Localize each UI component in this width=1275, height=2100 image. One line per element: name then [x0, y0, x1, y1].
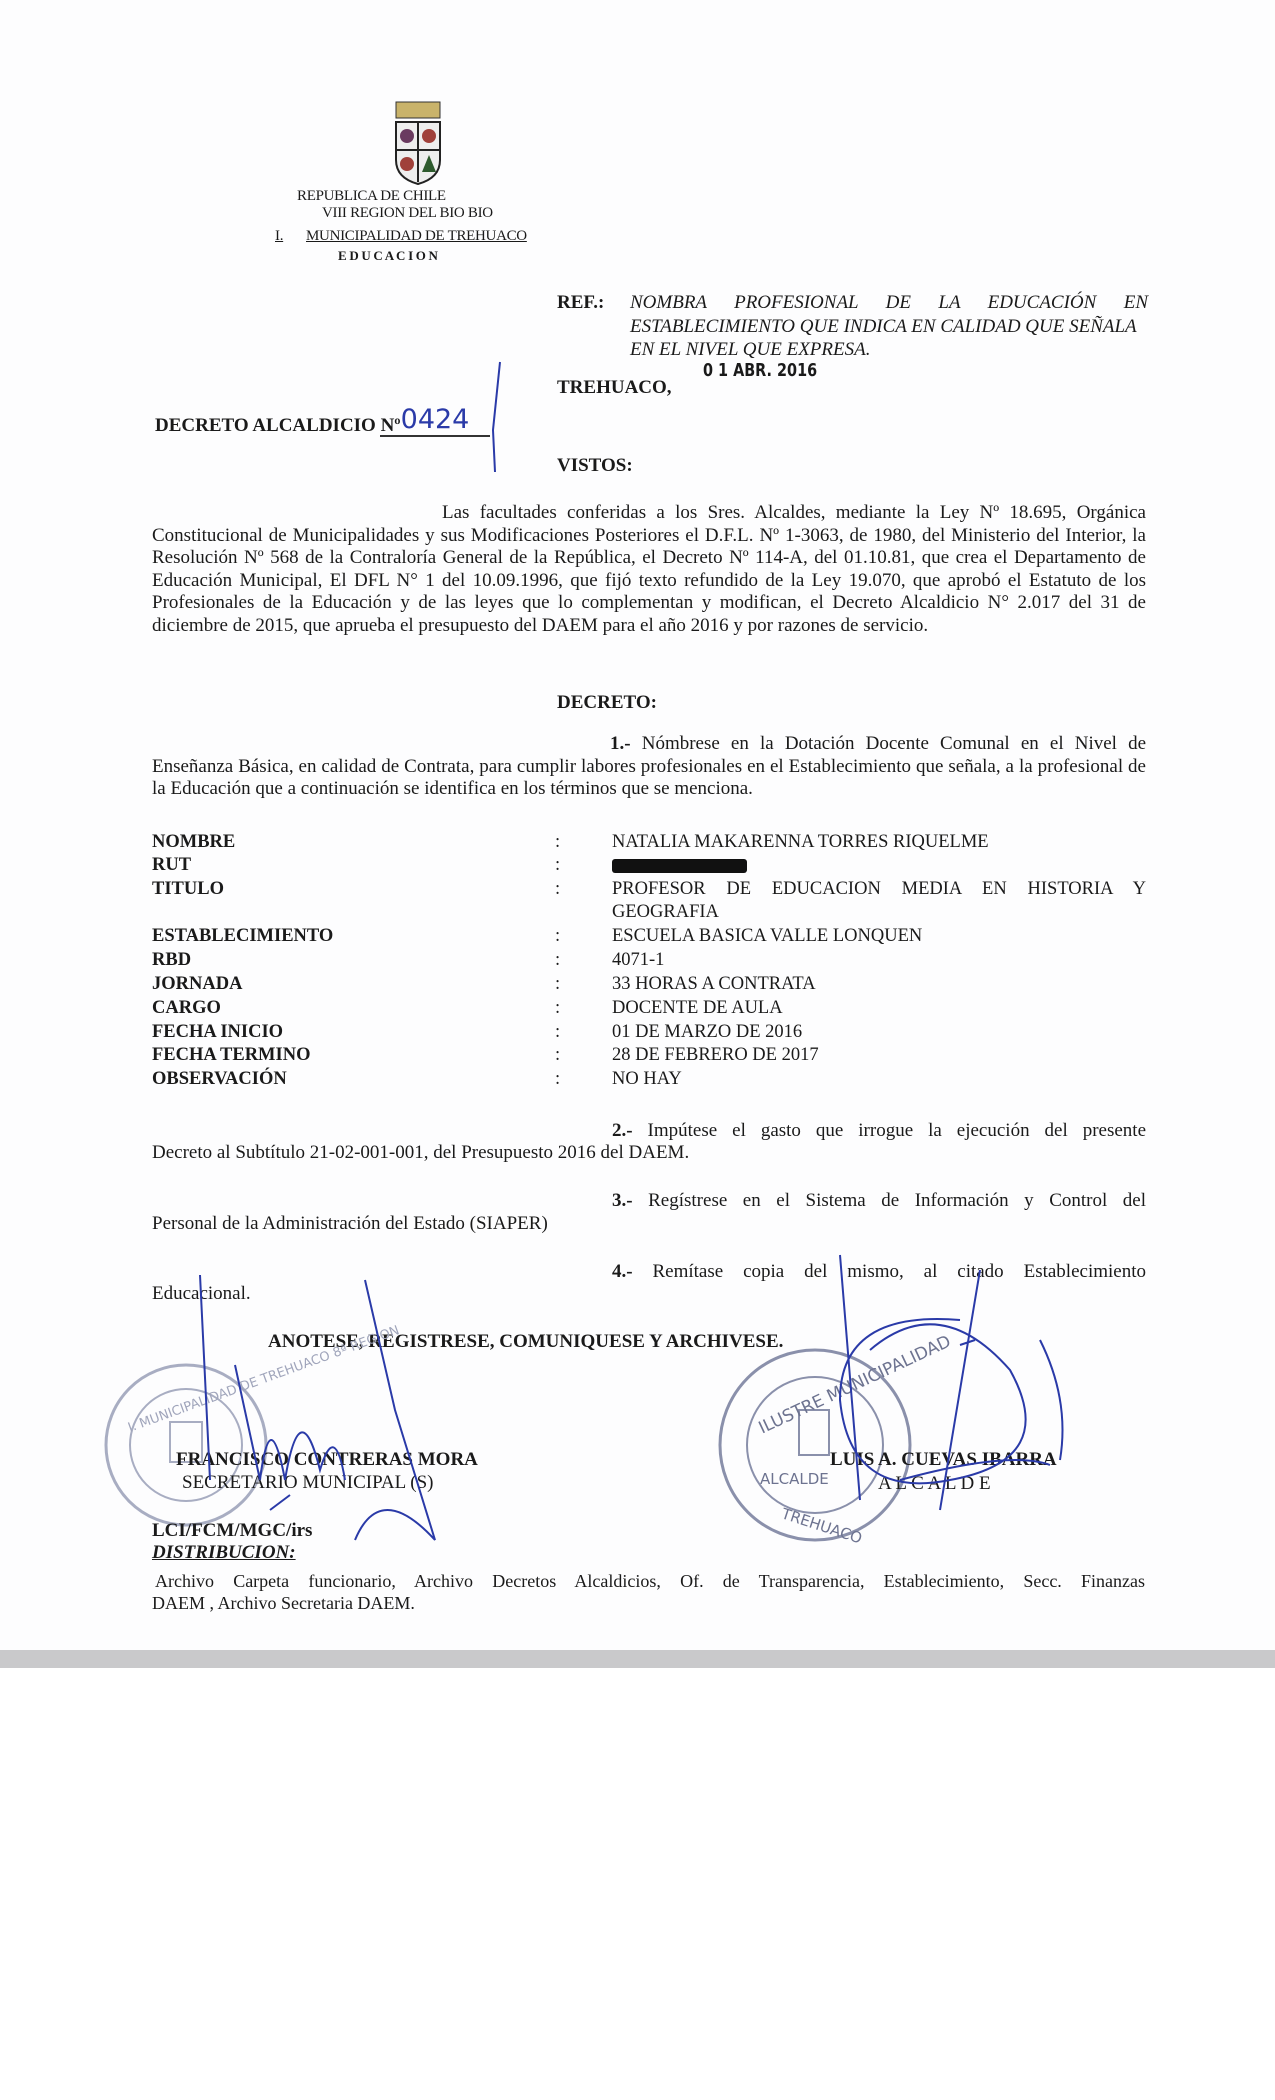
detail-value-cont: GEOGRAFIA	[612, 902, 719, 922]
detail-colon: :	[555, 1069, 561, 1089]
detail-colon: :	[555, 832, 561, 852]
distribution-line-1: Archivo Carpeta funcionario, Archivo Decretos Alcaldicios, Of. de Transparencia, Establecimiento, Secc. Finanzas	[155, 1571, 1145, 1591]
distribution-line-2: DAEM , Archivo Secretaria DAEM.	[152, 1593, 415, 1613]
detail-value: DOCENTE DE AULA	[612, 998, 783, 1018]
item-4-line-2: Educacional.	[152, 1283, 251, 1304]
right-stamp-mid: ALCALDE	[760, 1470, 829, 1488]
ref-line-2: ESTABLECIMIENTO QUE INDICA EN CALIDAD QUE SEÑALA	[630, 316, 1137, 337]
decreto-heading: DECRETO:	[557, 692, 657, 713]
header-department: E D U C A C I O N	[338, 248, 438, 263]
left-signatory-name: FRANCISCO CONTRERAS MORA	[176, 1449, 478, 1470]
date-stamp: 0 1 ABR. 2016	[703, 360, 818, 381]
detail-colon: :	[555, 879, 561, 899]
item-4-text: Remítase copia del mismo, al citado Establecimiento	[652, 1261, 1146, 1282]
item-1-number: 1.-	[610, 733, 631, 754]
detail-label: FECHA TERMINO	[152, 1045, 311, 1065]
detail-value: NO HAY	[612, 1069, 682, 1089]
header-country: REPUBLICA DE CHILE	[297, 188, 446, 204]
right-stamp-bottom: TREHUACO	[779, 1504, 865, 1548]
right-signature	[710, 1250, 1090, 1550]
detail-label: JORNADA	[152, 974, 243, 994]
detail-label: RUT	[152, 855, 192, 875]
item-1	[152, 733, 1146, 801]
detail-value: NATALIA MAKARENNA TORRES RIQUELME	[612, 832, 989, 852]
item-1-text: Nómbrese en la Dotación Docente Comunal en el Nivel de Enseñanza Básica, en calidad de Contrata, para cumplir labores profesionales en el Establecimiento que señala, a la profesional de la Educación que a continuación se identifica en los términos que se menciona.	[152, 733, 1147, 799]
detail-label: OBSERVACIÓN	[152, 1069, 287, 1089]
initials: LCI/FCM/MGC/irs	[152, 1520, 313, 1541]
detail-colon: :	[555, 974, 561, 994]
vistos-paragraph: Las facultades conferidas a los Sres. Alcaldes, mediante la Ley Nº 18.695, Orgánica Constitucional de Municipalidades y sus Modificaciones Posteriores el D.F.L. Nº 1-3063, de 1980, del Ministerio del Interior, la Resolución Nº 568 de la Contraloría General de la República, el Decreto Nº 114-A, del 01.10.81, que crea el Departamento de Educación Municipal, El DFL N° 1 del 10.09.1996, que fijó texto refundido de la Ley 19.070, que aprobó el Estatuto de los Profesionales de la Educación y de las leyes que lo complementan y modifican, el Decreto Alcaldicio N° 2.017 del 31 de diciembre de 2015, que aprueba el presupuesto del DAEM para el año 2016 y por razones de servicio.	[152, 502, 1146, 636]
detail-label: FECHA INICIO	[152, 1022, 284, 1042]
detail-label: TITULO	[152, 879, 224, 899]
right-signatory-title: A L C A L D E	[878, 1473, 991, 1494]
item-2-line-1	[612, 1120, 1146, 1142]
detail-label: NOMBRE	[152, 832, 236, 852]
detail-value: 01 DE MARZO DE 2016	[612, 1022, 803, 1042]
ref-line-3: EN EL NIVEL QUE EXPRESA.	[630, 339, 871, 360]
right-signatory-name: LUIS A. CUEVAS IBARRA	[830, 1449, 1057, 1470]
detail-label: RBD	[152, 950, 192, 970]
header-region: VIII REGION DEL BIO BIO	[322, 205, 493, 221]
vistos-heading: VISTOS:	[557, 455, 633, 476]
detail-value: 28 DE FEBRERO DE 2017	[612, 1045, 819, 1065]
page-edge	[0, 1650, 1275, 1668]
ref-line-1: NOMBRA PROFESIONAL DE LA EDUCACIÓN EN	[630, 292, 1148, 313]
item-3-text: Regístrese en el Sistema de Información y Control del	[648, 1190, 1147, 1211]
detail-colon: :	[555, 998, 561, 1018]
coat-of-arms-icon	[390, 100, 446, 185]
left-stamp-text: I. MUNICIPALIDAD DE TREHUACO 8ª REGION	[126, 1323, 402, 1436]
header-prefix: I.	[275, 228, 284, 244]
item-2-text: Impútese el gasto que irrogue la ejecución del presente	[647, 1120, 1147, 1141]
detail-value: ESCUELA BASICA VALLE LONQUEN	[612, 926, 923, 946]
decree-label: DECRETO ALCALDICIO Nº	[155, 415, 401, 436]
detail-value: PROFESOR DE EDUCACION MEDIA EN HISTORIA Y	[612, 879, 1146, 899]
item-2-line-2: Decreto al Subtítulo 21-02-001-001, del Presupuesto 2016 del DAEM.	[152, 1142, 690, 1163]
item-3-number: 3.-	[612, 1190, 633, 1211]
decree-number: 0424	[380, 404, 490, 437]
header-municipality: MUNICIPALIDAD DE TREHUACO	[306, 228, 527, 244]
place-label: TREHUACO,	[557, 377, 672, 398]
ref-label: REF.:	[557, 292, 605, 313]
detail-value-redacted	[612, 855, 747, 876]
detail-colon: :	[555, 855, 561, 875]
right-stamp-top: ILUSTRE MUNICIPALIDAD	[755, 1331, 955, 1439]
item-3-line-1	[612, 1190, 1146, 1212]
decree-number-stroke	[485, 360, 505, 475]
item-3-line-2: Personal de la Administración del Estado (SIAPER)	[152, 1213, 548, 1234]
detail-value: 4071-1	[612, 950, 665, 970]
detail-colon: :	[555, 1022, 561, 1042]
item-2-number: 2.-	[612, 1120, 633, 1141]
left-signatory-title: SECRETARIO MUNICIPAL (S)	[182, 1472, 434, 1493]
detail-value: 33 HORAS A CONTRATA	[612, 974, 816, 994]
detail-label: CARGO	[152, 998, 221, 1018]
detail-colon: :	[555, 926, 561, 946]
detail-colon: :	[555, 950, 561, 970]
detail-label: ESTABLECIMIENTO	[152, 926, 334, 946]
closing-formula: ANOTESE, REGISTRESE, COMUNIQUESE Y ARCHIVESE.	[268, 1331, 784, 1352]
detail-colon: :	[555, 1045, 561, 1065]
item-4-number: 4.-	[612, 1261, 633, 1282]
distribution-heading: DISTRIBUCION:	[152, 1542, 296, 1563]
